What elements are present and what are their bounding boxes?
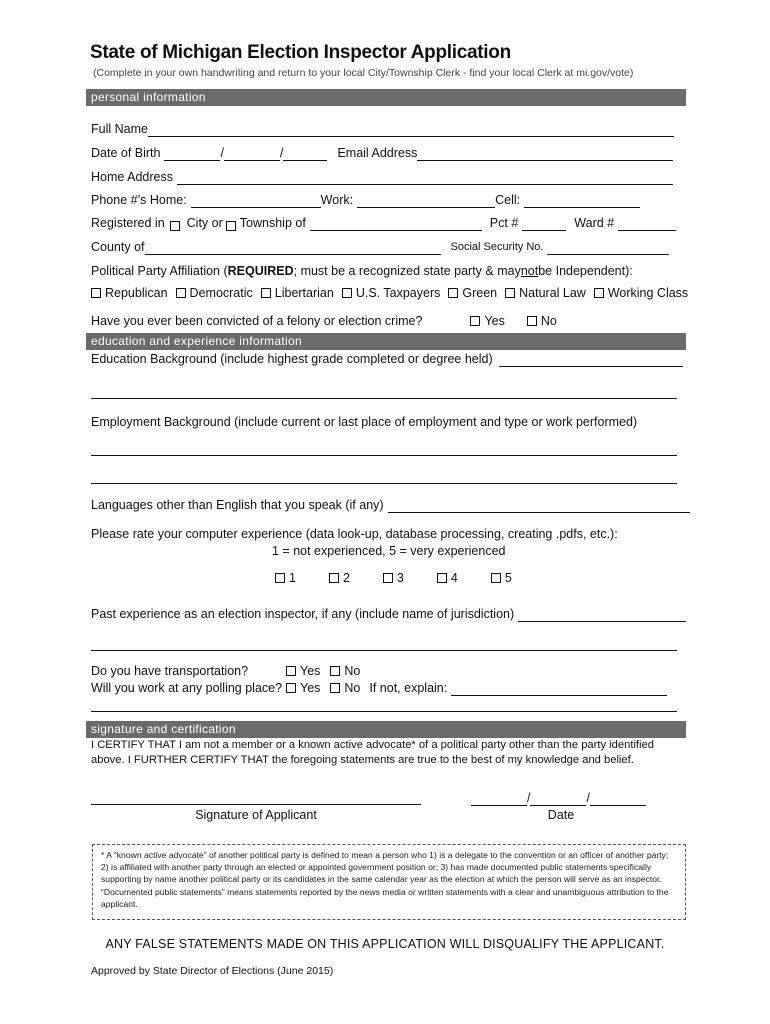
rating-label: 5 — [504, 571, 512, 585]
if-not-explain-label: If not, explain: — [369, 681, 448, 695]
section-header-signature: signature and certification — [86, 721, 686, 738]
rating-option-2[interactable] — [329, 571, 350, 586]
yes-label: Yes — [300, 681, 321, 695]
explain-field[interactable] — [451, 684, 667, 696]
home-address-label: Home Address — [91, 170, 173, 184]
phone-home-field[interactable] — [191, 196, 321, 208]
party-question-text: ; must be a recognized state party & may — [293, 264, 521, 278]
county-field[interactable] — [145, 243, 441, 255]
party-option-democratic[interactable] — [176, 286, 253, 301]
transportation-yes-option[interactable] — [286, 664, 320, 679]
employment-line[interactable] — [91, 455, 677, 456]
rating-label: 4 — [450, 571, 458, 585]
party-label: Green — [462, 286, 498, 300]
party-option-libertarian[interactable] — [261, 286, 334, 301]
party-label: Republican — [105, 286, 168, 300]
checkbox-icon — [286, 666, 296, 676]
felony-yes-option[interactable] — [470, 314, 504, 329]
felony-no-option[interactable] — [527, 314, 557, 329]
party-option-green[interactable] — [448, 286, 497, 301]
education-row — [91, 352, 683, 367]
rating-option-3[interactable] — [383, 571, 404, 586]
page-subtitle: (Complete in your own handwriting and return to your local City/Township Clerk - find your local Clerk at mi.gov/vote) — [93, 67, 634, 79]
rating-option-5[interactable] — [491, 571, 512, 586]
phone-row — [91, 193, 640, 208]
employment-label: Employment Background (include current or last place of employment and type or work performed) — [91, 415, 638, 429]
checkbox-icon — [176, 288, 186, 298]
township-checkbox[interactable] — [226, 221, 236, 231]
section-header-personal: personal information — [86, 89, 686, 106]
explain-line[interactable] — [91, 711, 677, 712]
checkbox-icon — [505, 288, 515, 298]
polling-no-option[interactable] — [330, 681, 360, 696]
full-name-field[interactable] — [148, 125, 674, 137]
checkbox-icon — [594, 288, 604, 298]
certification-text: I CERTIFY THAT I am not a member or a known active advocate* of a political party other than the party identified above. I FURTHER CERTIFY THAT the foregoing statements are true to the best of my knowledge and belief. — [91, 739, 654, 766]
languages-label: Languages other than English that you speak (if any) — [91, 498, 384, 512]
approval-note: Approved by State Director of Elections (June 2015) — [91, 965, 334, 977]
phone-work-label: Work: — [320, 193, 354, 207]
polling-place-label: Will you work at any polling place? — [91, 681, 283, 695]
date-label: Date — [547, 808, 575, 822]
yes-label: Yes — [484, 314, 505, 328]
county-label: County of — [91, 240, 145, 254]
computer-rating-question — [91, 527, 618, 542]
full-name-row — [91, 122, 674, 137]
past-experience-line[interactable] — [91, 650, 677, 651]
past-experience-row — [91, 607, 686, 622]
checkbox-icon — [261, 288, 271, 298]
checkbox-icon — [330, 666, 340, 676]
languages-row — [91, 498, 690, 513]
date-separator: / — [586, 791, 590, 805]
employment-line[interactable] — [91, 483, 677, 484]
false-statement-warning: ANY FALSE STATEMENTS MADE ON THIS APPLICATION WILL DISQUALIFY THE APPLICANT. — [105, 937, 665, 951]
phone-home-label: Phone #’s Home: — [91, 193, 187, 207]
date-field — [471, 791, 646, 806]
no-label: No — [344, 681, 361, 695]
email-field[interactable] — [417, 149, 673, 161]
checkbox-icon — [527, 316, 537, 326]
dob-separator: / — [279, 146, 284, 160]
ward-field[interactable] — [618, 219, 676, 231]
education-label: Education Background (include highest grade completed or degree held) — [91, 352, 493, 366]
rating-label: 1 — [289, 571, 296, 585]
county-row — [91, 240, 669, 255]
party-option-us-taxpayers[interactable] — [342, 286, 441, 301]
party-question-text: be Independent): — [538, 264, 633, 278]
employment-row — [91, 415, 637, 430]
party-option-republican[interactable] — [91, 286, 168, 301]
phone-cell-label: Cell: — [495, 193, 521, 207]
transportation-row — [91, 664, 360, 679]
dob-label: Date of Birth — [91, 146, 161, 160]
signature-label: Signature of Applicant — [195, 808, 317, 822]
footnote-box: * A “known active advocate” of another political party is defined to mean a person who 1) is a delegate to the convention or an officer of another party; 2) is affiliated with another party through an elected or appointed government position or; 3) has made documented public statements specifically supporting by name another political party or its candidates in the same calendar year as the election at which the person will serve as an inspector. “Documented public statements” means statements reported by the news media or written statements with a clear and unambiguous attribution to the applicant. — [92, 844, 686, 920]
checkbox-icon — [470, 316, 480, 326]
full-name-label: Full Name — [91, 122, 148, 136]
computer-rating-label: Please rate your computer experience (data look-up, database processing, creating .pdfs, etc.): — [91, 527, 618, 541]
ssn-field[interactable] — [547, 243, 669, 255]
transportation-no-option[interactable] — [330, 664, 360, 679]
party-question-text: Political Party Affiliation ( — [91, 264, 228, 278]
date-separator: / — [527, 791, 531, 805]
ssn-label: Social Security No. — [450, 241, 544, 253]
section-header-education: education and experience information — [86, 333, 686, 350]
signature-field[interactable] — [91, 791, 421, 805]
checkbox-icon — [286, 683, 296, 693]
checkbox-icon — [275, 573, 285, 583]
checkbox-icon — [383, 573, 393, 583]
checkbox-icon — [491, 573, 501, 583]
felony-row — [91, 314, 557, 329]
dob-month-field[interactable] — [164, 149, 220, 161]
checkbox-icon — [330, 683, 340, 693]
party-option-natural-law[interactable] — [505, 286, 586, 301]
checkbox-icon — [437, 573, 447, 583]
party-label: Libertarian — [274, 286, 334, 300]
page-title: State of Michigan Election Inspector Application — [90, 42, 511, 63]
polling-yes-option[interactable] — [286, 681, 320, 696]
no-label: No — [540, 314, 557, 328]
party-label: U.S. Taxpayers — [355, 286, 441, 300]
education-line[interactable] — [91, 398, 677, 399]
dob-day-field[interactable] — [224, 149, 280, 161]
registered-row — [91, 216, 676, 231]
ward-label: Ward # — [574, 216, 615, 230]
not-text: not — [520, 264, 539, 278]
rating-label: 3 — [396, 571, 404, 585]
dob-row — [91, 146, 673, 161]
date-year-field[interactable] — [590, 794, 646, 806]
phone-cell-field[interactable] — [524, 196, 640, 208]
dob-separator: / — [220, 146, 224, 160]
past-experience-field[interactable] — [518, 610, 686, 622]
party-question — [91, 264, 633, 279]
city-or-label: City or — [186, 216, 223, 230]
pct-label: Pct # — [489, 216, 519, 230]
felony-question: Have you ever been convicted of a felony or election crime? — [91, 314, 423, 328]
languages-field[interactable] — [388, 501, 690, 513]
city-checkbox[interactable] — [170, 221, 180, 231]
dob-year-field[interactable] — [283, 149, 327, 161]
party-option-working-class[interactable] — [594, 286, 688, 301]
party-label: Working Class — [607, 286, 689, 300]
checkbox-icon — [342, 288, 352, 298]
rating-option-4[interactable] — [437, 571, 458, 586]
home-address-row — [91, 170, 673, 185]
rating-option-1[interactable] — [275, 571, 296, 586]
checkbox-icon — [448, 288, 458, 298]
registered-in-label: Registered in — [91, 216, 165, 230]
rating-options — [275, 571, 512, 586]
party-label: Natural Law — [519, 286, 586, 300]
phone-work-field[interactable] — [357, 196, 495, 208]
rating-scale: 1 = not experienced, 5 = very experienced — [272, 544, 506, 558]
no-label: No — [344, 664, 361, 678]
municipality-field[interactable] — [310, 219, 482, 231]
education-field[interactable] — [499, 355, 683, 367]
checkbox-icon — [91, 288, 101, 298]
party-options — [91, 286, 688, 301]
yes-label: Yes — [300, 664, 321, 678]
transportation-label: Do you have transportation? — [91, 664, 249, 678]
home-address-field[interactable] — [177, 173, 673, 185]
pct-field[interactable] — [522, 219, 566, 231]
rating-label: 2 — [342, 571, 350, 585]
party-label: Democratic — [189, 286, 253, 300]
past-experience-label: Past experience as an election inspector, if any (include name of jurisdiction) — [91, 607, 515, 621]
required-text: REQUIRED — [227, 264, 294, 278]
date-day-field[interactable] — [530, 794, 586, 806]
checkbox-icon — [329, 573, 339, 583]
township-of-label: Township of — [239, 216, 306, 230]
polling-place-row — [91, 681, 667, 696]
email-label: Email Address — [337, 146, 418, 160]
date-month-field[interactable] — [471, 794, 527, 806]
